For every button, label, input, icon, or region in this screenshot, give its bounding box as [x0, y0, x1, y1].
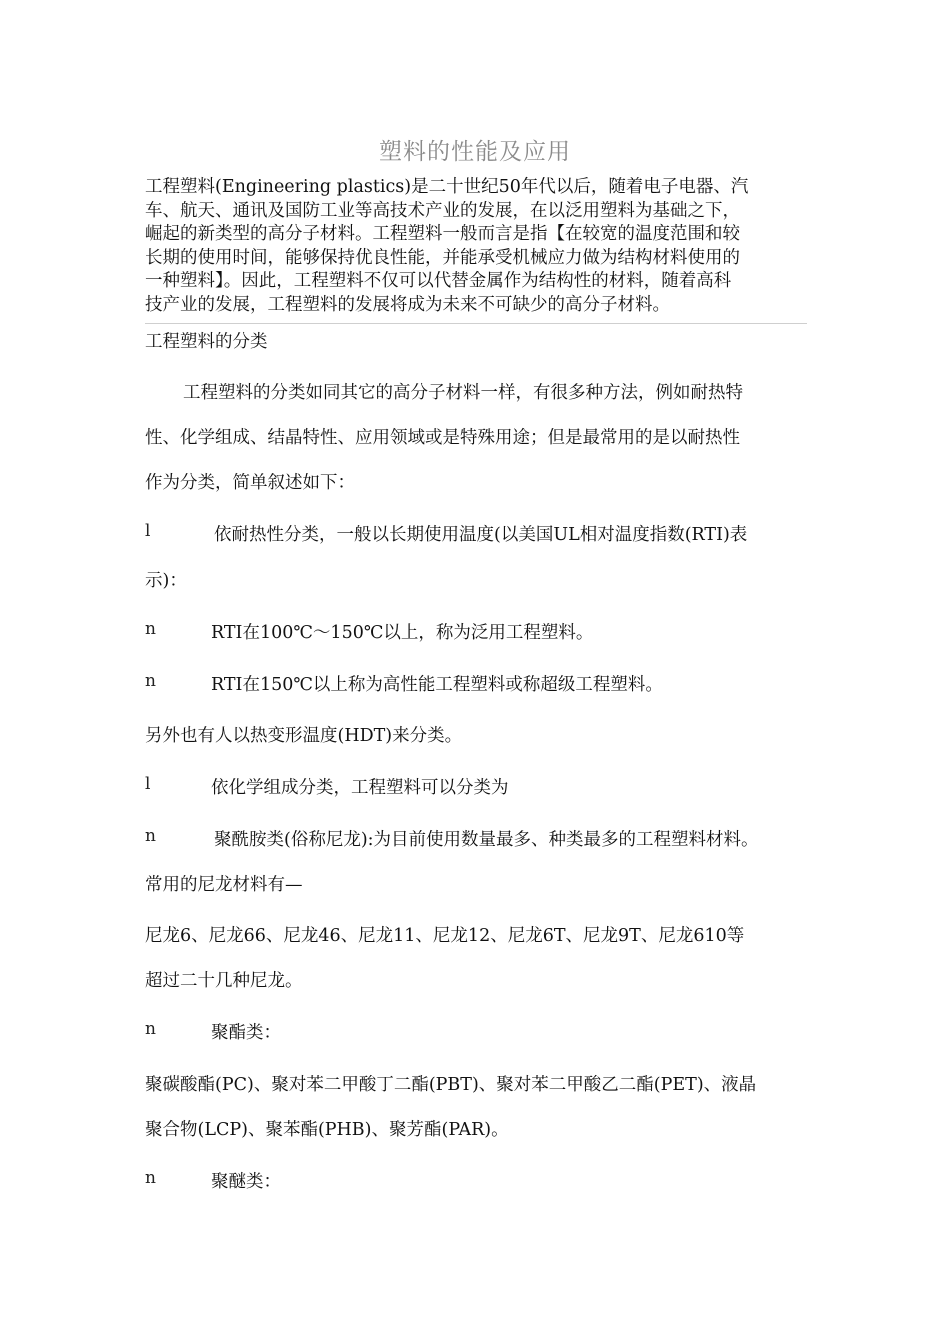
section-heading: 工程塑料的分类 — [145, 332, 268, 352]
paragraph-line: 作为分类，简单叙述如下： — [145, 473, 355, 493]
intro-paragraph — [145, 176, 810, 318]
intro-line: 车、航天、通讯及国防工业等高技术产业的发展，在以泛用塑料为基础之下， — [145, 200, 740, 221]
sub-item-text: 聚酯类： — [211, 1023, 281, 1043]
paragraph-line: 聚合物(LCP)、聚苯酯(PHB)、聚芳酯(PAR)。 — [145, 1120, 509, 1140]
sub-item-text: 聚酰胺类(俗称尼龙):为目前使用数量最多、种类最多的工程塑料材料。 — [214, 830, 759, 850]
paragraph-line: 聚碳酸酯(PC)、聚对苯二甲酸丁二酯(PBT)、聚对苯二甲酸乙二酯(PET)、液晶 — [145, 1075, 757, 1095]
intro-line: 长期的使用时间，能够保持优良性能，并能承受机械应力做为结构材料使用的 — [145, 247, 740, 268]
paragraph-line: 性、化学组成、结晶特性、应用领域或是特殊用途；但是最常用的是以耐热性 — [145, 428, 740, 448]
list-item-text: 依化学组成分类，工程塑料可以分类为 — [211, 778, 509, 798]
intro-line: 崛起的新类型的高分子材料。工程塑料一般而言是指【在较宽的温度范围和较 — [145, 224, 740, 245]
paragraph-line: 超过二十几种尼龙。 — [145, 971, 303, 991]
sub-bullet-marker: n — [145, 1168, 156, 1188]
list-bullet-marker: l — [145, 521, 151, 541]
document-title: 塑料的性能及应用 — [379, 139, 571, 165]
paragraph-line: 工程塑料的分类如同其它的高分子材料一样，有很多种方法，例如耐热特 — [183, 383, 743, 403]
paragraph-line: 另外也有人以热变形温度(HDT)来分类。 — [145, 726, 463, 746]
intro-line: 工程塑料(Engineering plastics)是二十世纪50年代以后，随着电子电器、汽 — [145, 177, 749, 197]
sub-bullet-marker: n — [145, 826, 156, 846]
horizontal-divider — [145, 323, 807, 324]
sub-item-text: 聚醚类： — [211, 1172, 281, 1192]
intro-line: 一种塑料】。因此，工程塑料不仅可以代替金属作为结构性的材料，随着高科 — [145, 271, 732, 292]
paragraph-line: 常用的尼龙材料有— — [145, 875, 303, 895]
sub-bullet-marker: n — [145, 671, 156, 691]
intro-line: 技产业的发展，工程塑料的发展将成为未来不可缺少的高分子材料。 — [145, 294, 670, 315]
sub-item-text: RTI在100℃～150℃以上，称为泛用工程塑料。 — [211, 623, 594, 643]
list-bullet-marker: l — [145, 774, 151, 794]
sub-bullet-marker: n — [145, 619, 156, 639]
sub-bullet-marker: n — [145, 1019, 156, 1039]
list-item-text: 依耐热性分类，一般以长期使用温度(以美国UL相对温度指数(RTI)表 — [214, 525, 748, 545]
sub-item-text: RTI在150℃以上称为高性能工程塑料或称超级工程塑料。 — [211, 675, 663, 695]
list-item-continuation: 示)： — [145, 571, 187, 591]
paragraph-line: 尼龙6、尼龙66、尼龙46、尼龙11、尼龙12、尼龙6T、尼龙9T、尼龙610等 — [145, 926, 745, 946]
